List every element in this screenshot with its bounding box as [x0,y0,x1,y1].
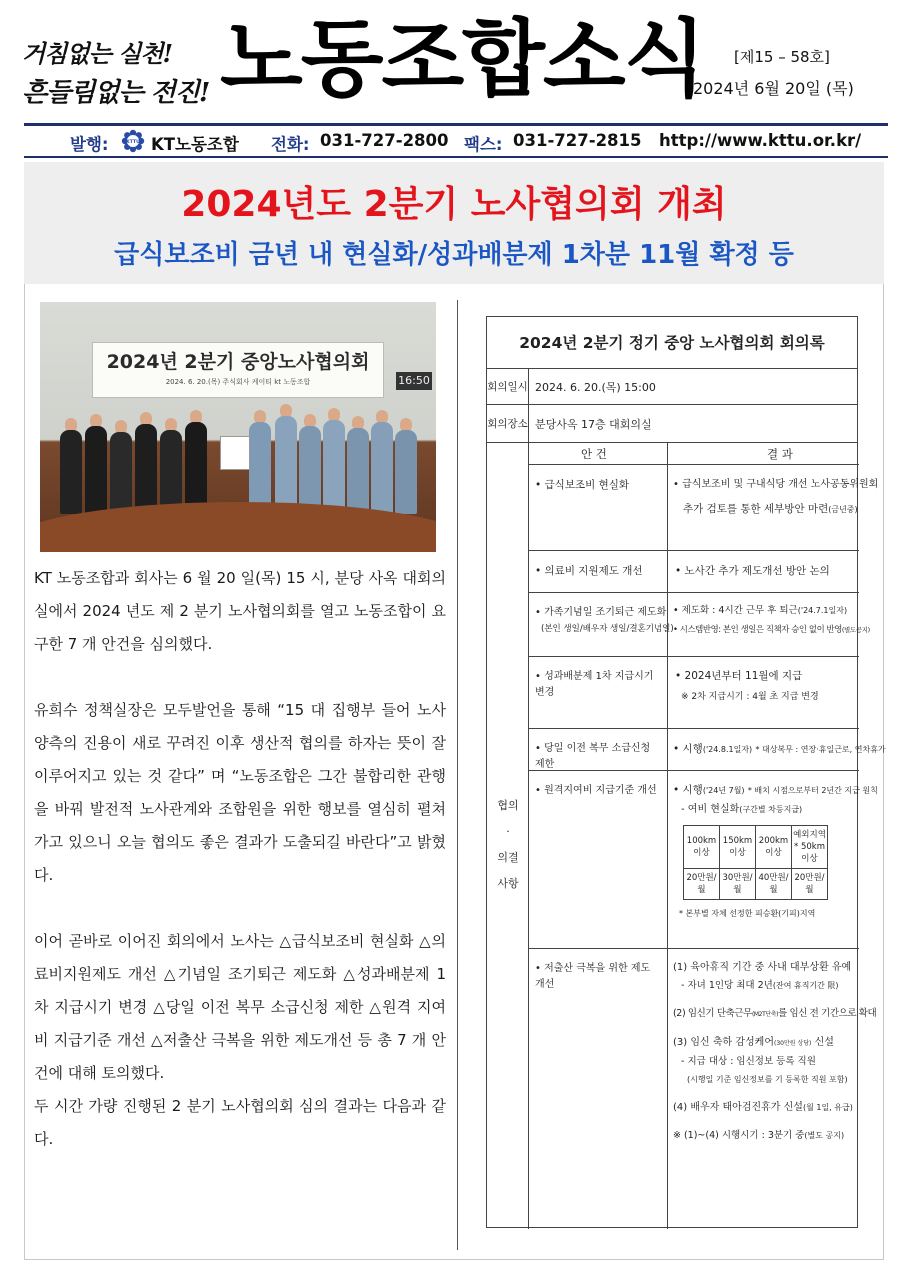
result-line: - 여비 현실화 [681,804,740,815]
side-label-line: 협의 [497,799,519,812]
result-line: (2) 임신기 단축근무 [673,1008,752,1019]
person-figure [60,430,82,514]
person-figure [85,426,107,514]
minutes-title: 2024년 2분기 정기 중앙 노사협의회 회의록 [487,317,857,369]
table-cell: 20만원/월 [684,869,720,900]
result-line: • 제도화 : 4시간 근무 후 퇴근 [673,605,798,616]
minutes-date-row [487,369,857,405]
distance-allowance-table [683,825,828,900]
person-figure [110,432,132,514]
side-label-line: 사항 [497,877,519,890]
table-cell: 20만원/월 [792,869,828,900]
result-line: 를 임신 전 기간으로 확대 [778,1008,877,1019]
table-header-cell: 150km 이상 [720,826,756,869]
person-figure [299,426,321,514]
result-note: (구간별 차등지급) [739,805,803,814]
contact-bar [24,127,888,155]
agenda-line: • 가족기념일 조기퇴근 제도화 [535,607,667,618]
result-line: • 노사간 추가 제도개선 방안 논의 [675,565,830,577]
column-divider [457,300,458,1250]
item-agenda: • 당일 이전 복무 소급신청 제한 [535,743,651,770]
person-figure [323,420,345,514]
result-note: (시행일 기준 임신정보를 기 등록한 직원 포함) [687,1075,848,1084]
result-note: * 본부별 자체 선정한 피승환(기피)지역 [679,909,816,918]
headline-box [24,162,884,284]
article-paragraph-2: 유희수 정책실장은 모두발언을 통해 “15 대 집행부 들어 노사 양측의 진용이 새로 꾸려진 이후 생산적 협의를 하자는 뜻이 잘 이루어지고 있는 것 같다” 며 “노동조합은 그간 불합리한 관행을 바꿔 발전적 노사관계와 조합원을 위한 행보를 열심히 펼쳐가고 있으니 오늘 협의도 좋은 결과가 도출되길 바란다”고 밝혔다. [34,701,446,884]
headline: 2024년도 2분기 노사협의회 개최 [181,184,727,225]
result-note: (잔여 휴직기간 限) [772,981,839,990]
website-link[interactable]: http://www.kttu.or.kr/ [659,131,862,150]
meeting-table [40,502,436,552]
article-paragraph-4: 두 시간 가량 진행된 2 분기 노사협의회 심의 결과는 다음과 같다. [34,1097,446,1148]
table-cell: 40만원/월 [756,869,792,900]
minutes-item [529,657,859,729]
result-note: ('24.7.1일자) [797,606,848,615]
result-note: ('24.8.1일자) [702,745,753,754]
table-header-cell: 200km 이상 [756,826,792,869]
item-agenda: • 급식보조비 현실화 [535,479,630,491]
meeting-minutes [486,316,886,1228]
item-result [673,475,879,519]
result-line: - 자녀 1인당 최대 2년 [681,980,773,991]
result-note: (별도공지) [841,626,870,634]
result-note: (별도 공지) [804,1131,845,1140]
table-cell: 30만원/월 [720,869,756,900]
result-line: • 시행 [673,784,703,796]
result-line: ※ 2차 지급시기 : 4월 초 지급 변경 [681,692,819,702]
column-agenda: 안 건 [581,447,607,461]
result-line: • 급식보조비 및 구내식당 개선 노사공동위원회 [673,479,879,490]
person-figure [249,422,271,514]
minutes-item [529,465,879,551]
minutes-date-label: 회의일시 [487,369,529,404]
result-line: • 시행 [673,743,703,755]
result-line: 신설 [811,1037,834,1048]
item-result [673,601,870,640]
column-result: 결 과 [767,447,793,461]
item-result [675,562,857,581]
fax-label: 팩스: [464,135,503,154]
item-result [673,959,877,1145]
side-label-line: · [506,825,510,838]
publisher-name: KT노동조합 [151,135,239,154]
result-note: (M2T단축) [751,1011,779,1018]
minutes-column-header [529,443,859,465]
minutes-item [529,593,870,657]
signed-agreement [220,436,250,470]
photo-banner [92,342,384,398]
minutes-item [529,729,886,771]
item-result [673,740,886,759]
minutes-date-value: 2024. 6. 20.(목) 15:00 [535,380,656,394]
person-figure [347,428,369,514]
result-note: ('24년 7월) [702,786,745,795]
person-figure [395,430,417,514]
result-line: (3) 임신 축하 감성케어 [673,1037,774,1048]
photo-banner-sub: 2024. 6. 20.(목) 주식회사 케이티 kt 노동조합 [165,378,311,386]
paper-title: 노동조합소식 [220,10,705,108]
phone-label: 전화: [271,135,310,154]
result-note: * 배치 시점으로부터 2년간 지급 원칙 [747,786,878,795]
issue-number: [제15 – 58호] [734,48,830,66]
result-line: 추가 검토를 통한 세부방안 마련 [683,503,829,515]
masthead [0,0,904,124]
agenda-note: (본인 생일/배우자 생일/결혼기념일) [541,624,674,634]
item-agenda [535,605,674,637]
minutes-place-value: 분당사옥 17층 대회의실 [535,417,652,431]
masthead-rule [24,123,888,126]
minutes-side-label [487,793,529,897]
kttu-logo-icon [121,129,145,153]
result-line: (1) 육아휴직 기간 중 사내 대부상환 유예 [673,962,852,973]
contact-rule [24,156,888,158]
photo-clock: 16:50 [396,372,432,390]
minutes-place-label: 회의장소 [487,405,529,442]
item-result [675,667,857,707]
kttu-logo-text: KTTU [126,139,140,145]
result-line: • 2024년부터 11월에 지급 [675,670,803,682]
minutes-item [529,771,878,949]
slogan-line-1: 거침없는 실천! [22,39,172,68]
item-agenda: • 원격지여비 지급기준 개선 [535,785,657,796]
table-header-cell: 100km 이상 [684,826,720,869]
side-label-line: 의결 [497,851,519,864]
result-line: - 지급 대상 : 임신정보 등록 직원 [681,1056,816,1067]
person-figure [160,430,182,514]
result-note: (금년중) [828,505,858,514]
item-agenda: • 저출산 극복을 위한 제도 개선 [535,963,651,990]
subheadline: 급식보조비 금년 내 현실화/성과배분제 1차분 11월 확정 등 [114,240,794,270]
fax-number: 031-727-2815 [513,131,642,150]
meeting-photo [40,302,436,552]
result-line: (4) 배우자 태아검진휴가 신설 [673,1102,803,1113]
result-note: (월 1일, 유급) [802,1103,853,1112]
slogan-line-2: 흔들림없는 전진! [22,78,210,108]
issue-date: 2024년 6월 20일 (목) [693,79,854,98]
item-result [673,781,878,923]
minutes-item [529,551,859,593]
table-header-cell: 예외지역* 50km이상 [792,826,828,869]
person-figure [185,422,207,514]
article-body [34,562,446,1156]
article-paragraph-3: 이어 곧바로 이어진 회의에서 노사는 △급식보조비 현실화 △의료비지원제도 개선 △기념일 조기퇴근 제도화 △성과배분제 1 차 지급시기 변경 △당일 이전 복무 소급신청 제한 △원격 지여비 지급기준 개선 △저출산 극복을 위한 제도개선 등 총 7 개 안건에 대해 토의했다. [34,932,446,1082]
person-figure [275,416,297,514]
person-figure [135,424,157,514]
article-paragraph-1: KT 노동조합과 회사는 6 월 20 일(목) 15 시, 분당 사옥 대회의실에서 2024 년도 제 2 분기 노사협의회를 열고 노동조합이 요구한 7 개 안건을 심의했다. [34,569,446,653]
result-line: ※ (1)~(4) 시행시기 : 3분기 중 [673,1130,805,1141]
phone-number: 031-727-2800 [320,131,449,150]
publisher-label: 발행: [70,135,109,154]
minutes-item [529,949,877,1229]
photo-banner-title: 2024년 2분기 중앙노사협의회 [106,351,370,373]
result-note: (30만원 상당) [773,1040,812,1047]
minutes-side-column [487,443,529,1229]
minutes-place-row [487,405,857,443]
item-agenda: • 의료비 지원제도 개선 [535,565,643,577]
result-line: • 시스템반영: 본인 생일은 직책자 승인 없이 반영 [673,624,842,634]
person-figure [371,422,393,514]
result-note: * 대상복무 : 연장·휴일근로, 연차휴가 [755,745,886,754]
item-agenda: • 성과배분제 1차 지급시기 변경 [535,671,654,698]
